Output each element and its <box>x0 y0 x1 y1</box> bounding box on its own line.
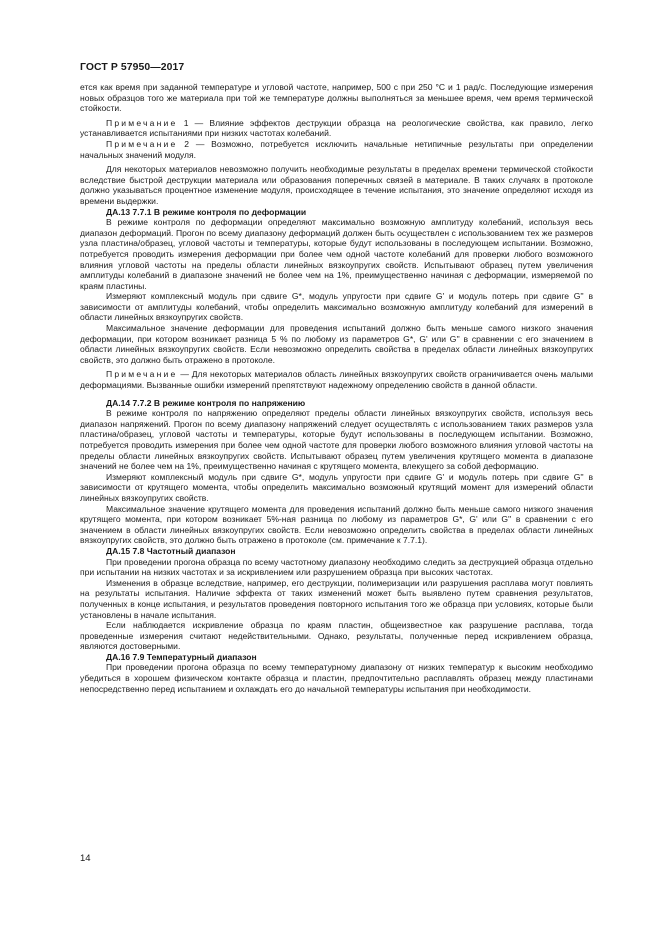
paragraph: В режиме контроля по напряжению определяют пределы области линейных вязкоупругих свойств, используя весь диапазон напряжений. Прогон по всему диапазону напряжений следует осуществлять с использованием таких размеров узла пластина/образец, угловой частоты и температуры, которые будут использованы в последующем испытании. Возможно, потребуется проводить измерения при более чем одной частоте для проверки любого возможного влияния угловой частоты на пределы области линейных вязкоупругих свойств. Испытывают образец путем увеличения крутящего момента в диапазоне значений не более чем на 1%, преимущественно начиная с крутящего момента, влекущего за собой деформацию. <box>80 408 593 472</box>
section-heading: ДА.15 7.8 Частотный диапазон <box>106 545 236 556</box>
section-heading: ДА.13 7.7.1 В режиме контроля по деформации <box>106 206 307 217</box>
note-text: 2 — Возможно, потребуется исключить начальные нетипичные результаты при определении начальных значений модуля. <box>80 138 593 160</box>
paragraph: ется как время при заданной температуре и угловой частоте, например, 500 с при 250 °С и 1 рад/с. Последующие измерения новых образцов того же материала при той же температуре должны выполняться за меньшее время, чем время термической стойкости. <box>80 82 593 114</box>
note-label: Примечание <box>106 369 178 380</box>
paragraph: В режиме контроля по деформации определяют максимально возможную амплитуду колебаний, используя весь диапазон деформаций. Прогон по всему диапазону деформаций должен быть осуществлен с использованием тех же размеров узла пластина/образец, угловой частоты и температуры, которые будут использованы в последующем испытании. Возможно, потребуется проводить измерения деформации при более чем одной частоте колебаний для проверки любого возможного влияния угловой частоты на пределы области линейных вязкоупругих свойств. Испытывают образец путем увеличения амплитуды колебаний в диапазоне значений не более чем на 1%, преимущественно начиная с деформации, измеряемой по краям пластины. <box>80 217 593 291</box>
paragraph: При проведении прогона образца по всему частотному диапазону необходимо следить за деструкцией образца отдельно при испытании на низких частотах и за искривлением или разрушением образца при высоких частотах. <box>80 556 593 578</box>
paragraph: Изменения в образце вследствие, например, его деструкции, полимеризации или разрушения расплава могут повлиять на результаты испытания. Наличие эффекта от таких изменений может быть выявлено путем сравнения результатов, полученных в конце испытания, и результатов проведения повторного испытания того же образца при условиях, которые были установлены в начале испытания. <box>80 577 593 620</box>
note-paragraph <box>80 369 593 390</box>
paragraph: Измеряют комплексный модуль при сдвиге G*, модуль упругости при сдвиге G' и модуль потерь при сдвиге G'' в зависимости от амплитуды колебаний, чтобы определить максимально возможную амплитуду колебаний для измерений в области линейных вязкоупругих свойств. <box>80 291 593 323</box>
section-heading: ДА.14 7.7.2 В режиме контроля по напряжению <box>106 397 306 408</box>
note-paragraph <box>80 118 593 139</box>
paragraph: Измеряют комплексный модуль при сдвиге G*, модуль упругости при сдвиге G' и модуль потерь при сдвиге G'' в зависимости от крутящего момента, чтобы определить максимально возможный крутящий момент для измерений области линейных вязкоупругих свойств. <box>80 471 593 503</box>
note-text: 1 — Влияние эффектов деструкции образца на реологические свойства, как правило, легко устанавливается испытаниями при низких частотах колебаний. <box>80 117 593 139</box>
note-label: Примечание <box>106 117 178 128</box>
paragraph: Максимальное значение крутящего момента для проведения испытаний должно быть меньше самого низкого значения крутящего момента, при котором возникает 5%-ная разница по любому из параметров G*, G' или G'' в сравнении с его значением в области линейных вязкоупругих свойств. Если невозможно определить свойства в пределах области линейных вязкоупругих свойств, это должно быть отражено в протоколе (см. примечание к 7.7.1). <box>80 503 593 546</box>
document-header: ГОСТ Р 57950—2017 <box>80 62 185 73</box>
note-text: — Для некоторых материалов область линейных вязкоупругих свойств ограничивается очень малыми деформациями. Вызванные ошибки измерений препятствуют надежному определению свойств в данной области. <box>80 369 593 391</box>
note-paragraph <box>80 139 593 160</box>
paragraph: Для некоторых материалов невозможно получить необходимые результаты в пределах времени термической стойкости вследствие быстрой деструкции материала или образования поперечных связей в материале. В таких случаях в протоколе должно указываться процентное изменение модуля, происходящее в течение испытания, это значение определяют исходя из времени выдержки. <box>80 164 593 206</box>
paragraph: Максимальное значение деформации для проведения испытаний должно быть меньше самого низкого значения деформации, при котором возникает разница 5 % по любому из параметров G*, G' или G'' в сравнении с его значением в области линейных вязкоупругих свойств. Если невозможно определить свойства в пределах области линейных вязкоупругих свойств, это должно быть отражено в протоколе. <box>80 323 593 365</box>
paragraph: Если наблюдается искривление образца по краям пластин, общеизвестное как разрушение расплава, тогда проведенные измерения считают недействительными. Однако, результаты, полученные перед искривлением образца, являются достоверными. <box>80 620 593 652</box>
paragraph: При проведении прогона образца по всему температурному диапазону от низких температур к высоким необходимо убедиться в хорошем физическом контакте образца и пластин, предпочтительно расплавлять образец между пластинами непосредственно перед испытанием и охлаждать его до начальной температуры испытания при необходимости. <box>80 662 593 694</box>
page-number: 14 <box>80 853 91 864</box>
section-heading: ДА.16 7.9 Температурный диапазон <box>106 651 257 662</box>
note-label: Примечание <box>106 138 178 149</box>
document-body <box>80 82 593 694</box>
